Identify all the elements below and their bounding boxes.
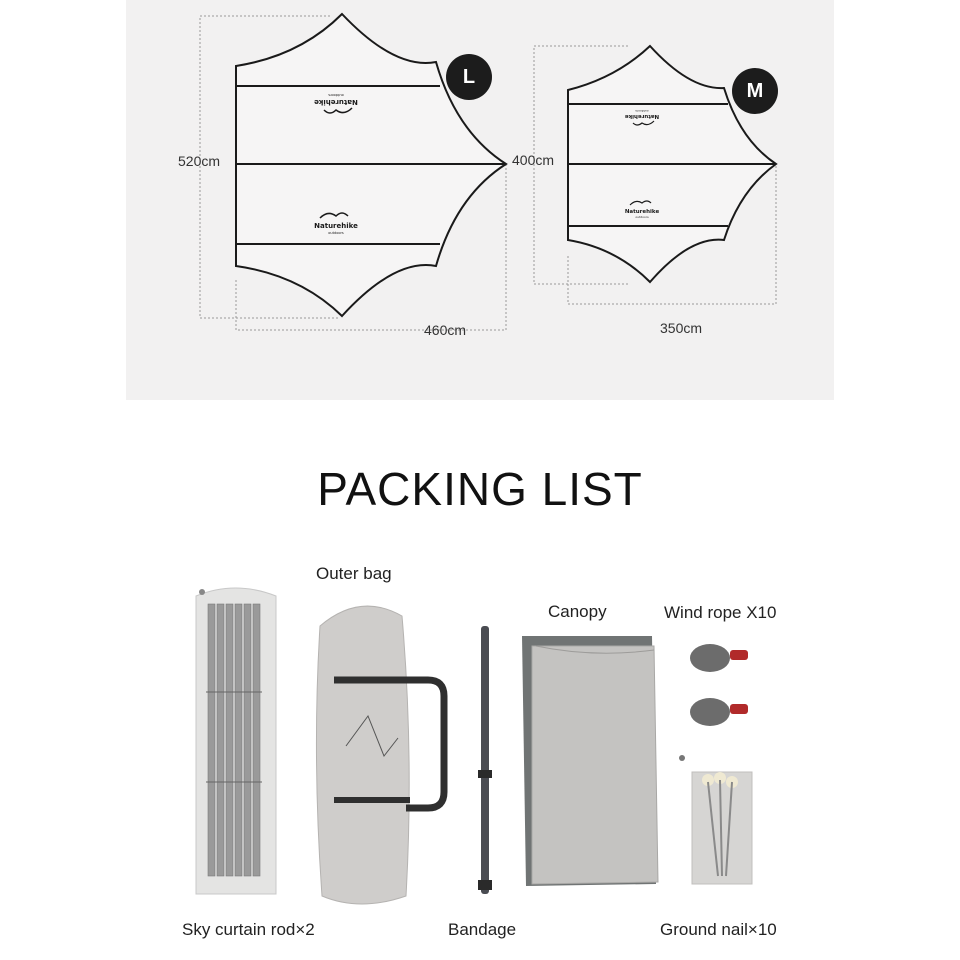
bandage-label: Bandage: [448, 920, 517, 939]
large-size-badge: L: [446, 54, 492, 100]
wind-rope-image: [684, 636, 764, 736]
wind-rope-label: Wind rope X10: [664, 603, 777, 622]
medium-tarp-brand-sub-lower: outdoors: [635, 215, 649, 219]
large-height-label: 520cm: [178, 153, 221, 169]
large-tarp-brand-lower: Naturehike: [314, 222, 358, 230]
medium-tarp-brand-sub-upper: outdoors: [635, 109, 649, 113]
ground-nail-image: [674, 752, 754, 886]
medium-width-label: 350cm: [660, 320, 703, 336]
medium-tarp-brand-upper: Naturehike: [624, 113, 660, 119]
canopy-label: Canopy: [548, 602, 607, 621]
large-width-label: 460cm: [424, 322, 467, 338]
ground-nail-label: Ground nail×10: [660, 920, 777, 939]
outer-bag-label: Outer bag: [316, 564, 392, 583]
large-tarp-brand-sub-upper: outdoors: [328, 93, 344, 97]
canopy-image: [518, 628, 662, 892]
rods-image: [190, 582, 280, 900]
medium-tarp-brand-lower: Naturehike: [624, 209, 660, 215]
bandage-image: [470, 622, 500, 898]
packing-list-title: PACKING LIST: [317, 463, 643, 515]
medium-height-label: 400cm: [512, 152, 555, 168]
large-tarp-brand-upper: Naturehike: [314, 98, 358, 106]
medium-size-badge: M: [732, 68, 778, 114]
large-tarp-brand-sub-lower: outdoors: [328, 231, 344, 235]
rods-label: Sky curtain rod×2: [182, 920, 315, 939]
outer-bag-image: [310, 596, 450, 908]
